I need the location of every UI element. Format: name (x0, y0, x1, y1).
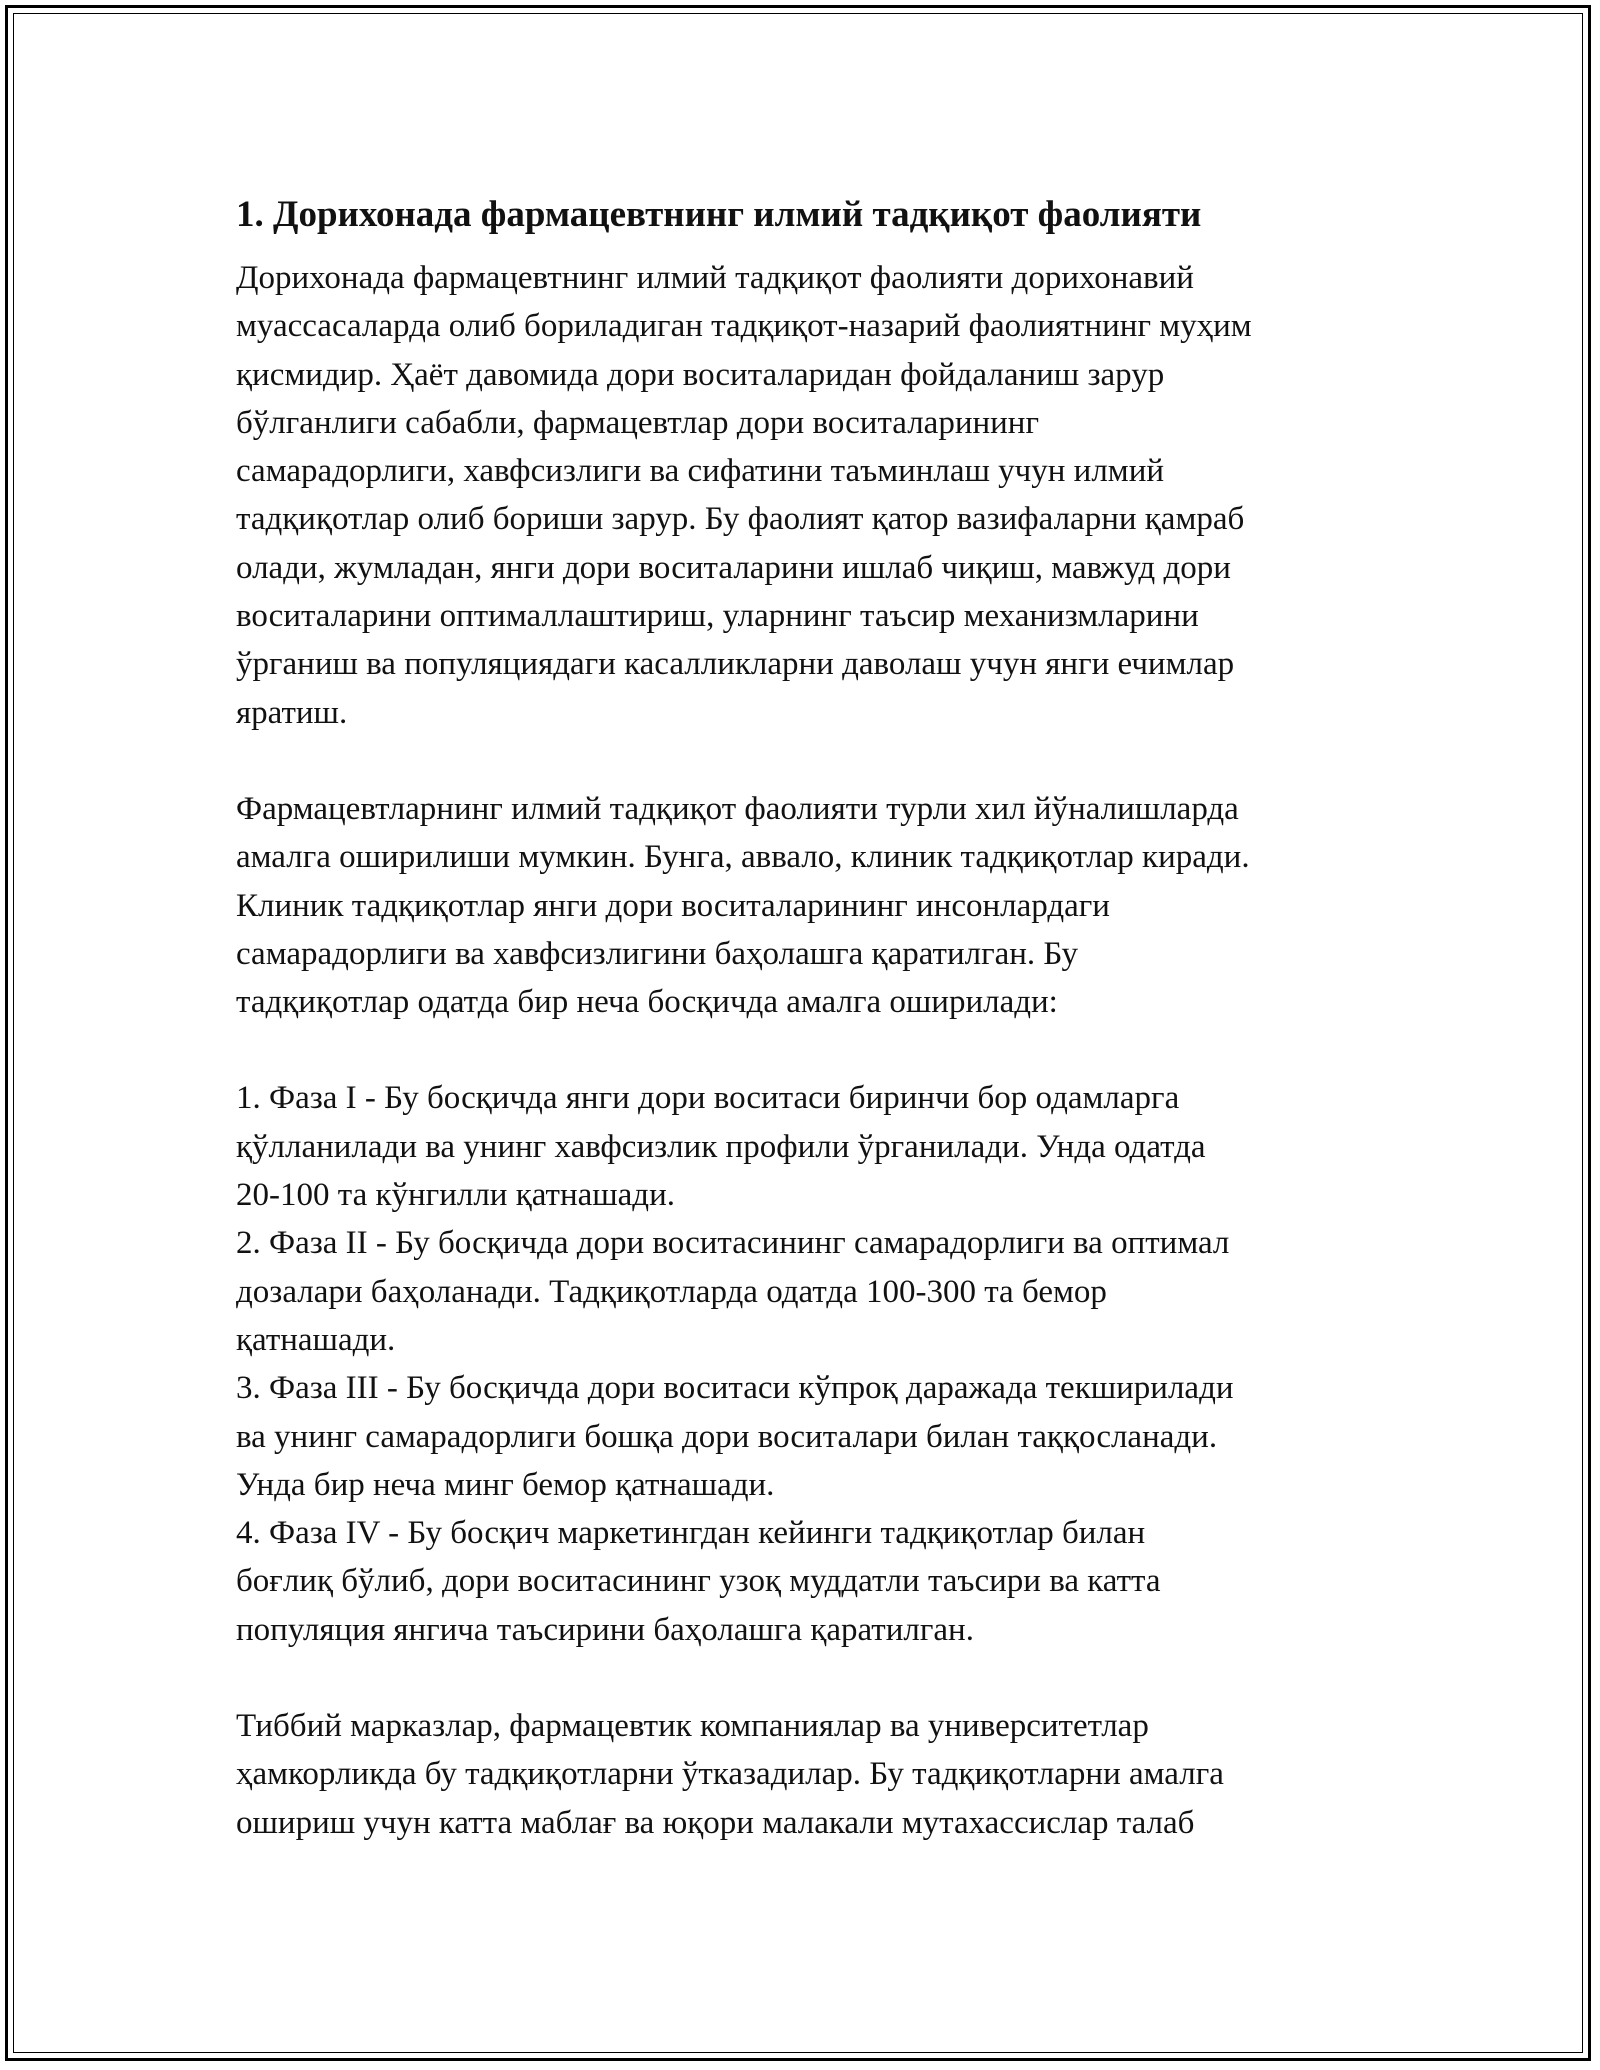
text-line: қисмидир. Ҳаёт давомида дори воситаларидан фойдаланиш зарур (236, 356, 1165, 393)
paragraph-intro (236, 254, 1386, 737)
text-line: 3. Фаза III - Бу босқичда дори воситаси кўпроқ даражада текширилади (236, 1370, 1234, 1407)
text-line: амалга оширилиши мумкин. Бунга, аввало, клиник тадқиқотлар киради. (236, 839, 1250, 876)
phase-item-4 (236, 1509, 1386, 1654)
text-line: қатнашади. (236, 1321, 396, 1358)
text-line: самарадорлиги, хавфсизлиги ва сифатини таъминлаш учун илмий (236, 453, 1165, 490)
text-line: қўлланилади ва унинг хавфсизлик профили ўрганилади. Унда одатда (236, 1128, 1206, 1165)
text-line: Тиббий марказлар, фармацевтик компаниялар ва университетлар (236, 1708, 1149, 1745)
paragraph-spacer (236, 1026, 1386, 1074)
text-line: дозалари баҳоланади. Тадқиқотларда одатда 100-300 та бемор (236, 1273, 1107, 1310)
phase-item-3 (236, 1364, 1386, 1509)
text-line: 20-100 та кўнгилли қатнашади. (236, 1177, 676, 1214)
text-line: самарадорлиги ва хавфсизлигини баҳолашга қаратилган. Бу (236, 935, 1079, 972)
paragraph-collaboration (236, 1702, 1386, 1847)
text-line: 1. Фаза I - Бу босқичда янги дори воситаси биринчи бор одамларга (236, 1080, 1180, 1117)
document-content (236, 186, 1386, 1847)
text-line: олади, жумладан, янги дори воситаларини ишлаб чиқиш, мавжуд дори (236, 549, 1231, 586)
phase-item-2 (236, 1219, 1386, 1364)
section-heading: 1. Дорихонада фармацевтнинг илмий тадқиқот фаолияти (236, 194, 1202, 235)
phase-item-1 (236, 1074, 1386, 1219)
paragraph-spacer (236, 1654, 1386, 1702)
paragraph-spacer (236, 737, 1386, 785)
text-line: муассасаларда олиб бориладиган тадқиқот-назарий фаолиятнинг муҳим (236, 308, 1252, 345)
text-line: 2. Фаза II - Бу босқичда дори воситасининг самарадорлиги ва оптимал (236, 1225, 1230, 1262)
text-line: тадқиқотлар олиб бориши зарур. Бу фаолият қатор вазифаларни қамраб (236, 501, 1245, 538)
text-line: ҳамкорликда бу тадқиқотларни ўтказадилар. Бу тадқиқотларни амалга (236, 1756, 1224, 1793)
paragraph-clinical (236, 785, 1386, 1026)
text-line: Унда бир неча минг бемор қатнашади. (236, 1466, 775, 1503)
text-line: боғлиқ бўлиб, дори воситасининг узоқ муддатли таъсири ва катта (236, 1563, 1161, 1600)
text-line: яратиш. (236, 694, 348, 731)
text-line: бўлганлиги сабабли, фармацевтлар дори воситаларининг (236, 404, 1040, 441)
text-line: Клиник тадқиқотлар янги дори воситаларининг инсонлардаги (236, 887, 1110, 924)
text-line: 4. Фаза IV - Бу босқич маркетингдан кейинги тадқиқотлар билан (236, 1515, 1146, 1552)
phase-list (236, 1074, 1386, 1654)
text-line: воситаларини оптималлаштириш, уларнинг таъсир механизмларини (236, 598, 1199, 635)
text-line: Фармацевтларнинг илмий тадқиқот фаолияти турли хил йўналишларда (236, 790, 1239, 827)
text-line: ва унинг самарадорлиги бошқа дори воситалари билан таққосланади. (236, 1418, 1218, 1455)
text-line: ошириш учун катта маблағ ва юқори малакали мутахассислар талаб (236, 1804, 1195, 1841)
text-line: ўрганиш ва популяциядаги касалликларни даволаш учун янги ечимлар (236, 646, 1235, 683)
text-line: Дорихонада фармацевтнинг илмий тадқиқот фаолияти дорихонавий (236, 260, 1194, 296)
text-line: тадқиқотлар одатда бир неча босқичда амалга оширилади: (236, 984, 1058, 1021)
text-line: популяция янгича таъсирини баҳолашга қаратилган. (236, 1611, 974, 1648)
